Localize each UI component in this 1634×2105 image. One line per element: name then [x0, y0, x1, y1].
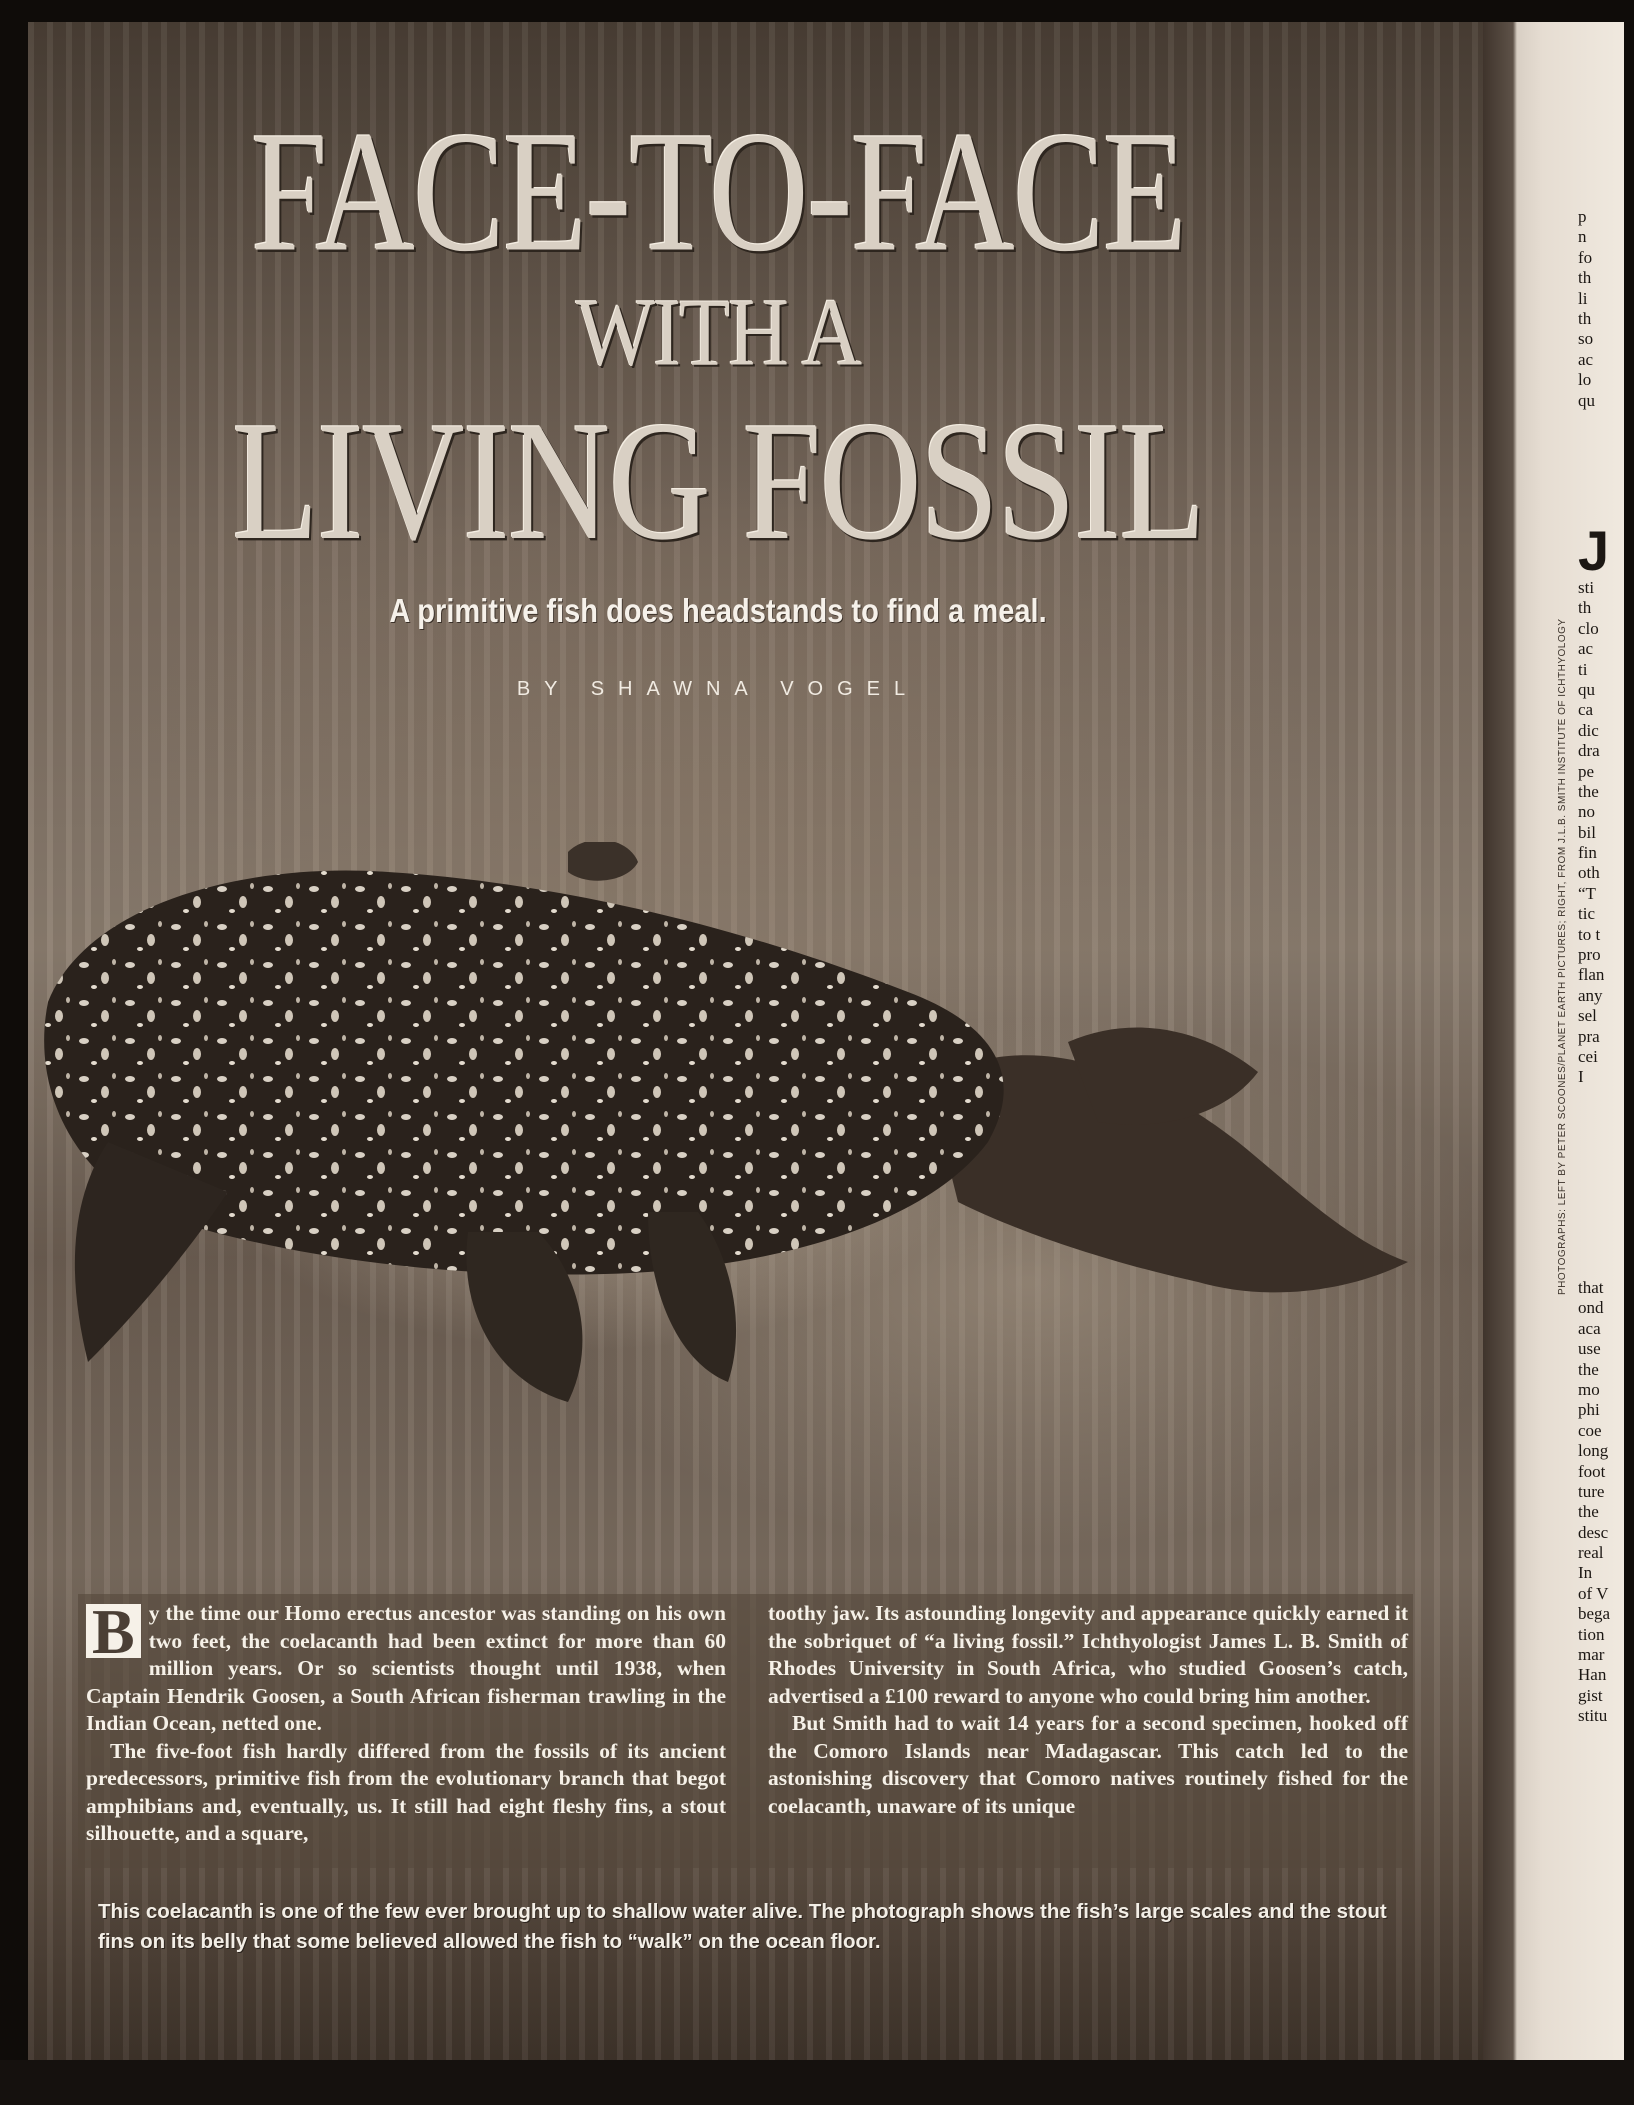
adjacent-text-fragment: qu	[1578, 390, 1595, 410]
article-paragraph	[86, 1596, 726, 1738]
adjacent-text-fragment: bil	[1578, 822, 1596, 842]
article-column-2	[768, 1600, 1408, 1820]
adjacent-text-fragment: ac	[1578, 639, 1594, 659]
headline-line-3: LIVING FOSSIL	[232, 385, 1204, 576]
photo-caption: This coelacanth is one of the few ever brought up to shallow water alive. The photograph shows the fish’s large scales and the stout fins on its belly that some believed allowed the fish to “walk” on the ocean floor.	[98, 1900, 1387, 1953]
adjacent-text-fragment: tic	[1578, 904, 1595, 924]
adjacent-text-fragment: Han	[1578, 1665, 1607, 1685]
adjacent-text-fragment: stitu	[1578, 1706, 1608, 1726]
article-text: y the time our Homo erectus ancestor was standing on his own two feet, the coelacanth had been extinct for more than 60 million years. Or so scientists thought until 1938, when Captain Hendrik Goosen, a South African fisherman trawling in the Indian Ocean, netted one.	[86, 1601, 726, 1735]
adjacent-text-fragment: the	[1578, 1359, 1599, 1379]
adjacent-text-fragment: that	[1578, 1278, 1604, 1297]
adjacent-text-fragment: dic	[1578, 720, 1599, 740]
adjacent-text-middle	[1578, 578, 1604, 1088]
adjacent-text-fragment: p	[1578, 207, 1587, 226]
adjacent-text-fragment: dra	[1578, 741, 1600, 761]
adjacent-text-fragment: sti	[1578, 578, 1595, 597]
adjacent-text-fragment: the	[1578, 781, 1599, 801]
magazine-page	[28, 22, 1483, 2080]
adjacent-text-fragment: ture	[1578, 1481, 1605, 1501]
adjacent-text-fragment: sel	[1578, 1006, 1597, 1026]
adjacent-text-fragment: ac	[1578, 349, 1594, 369]
adjacent-text-fragment: th	[1578, 308, 1592, 328]
adjacent-text-fragment: ond	[1578, 1298, 1604, 1318]
byline: BY SHAWNA VOGEL	[516, 678, 920, 700]
adjacent-text-fragment: foot	[1578, 1461, 1606, 1481]
article-column-1	[86, 1596, 726, 1848]
article-paragraph: The five-foot fish hardly differed from the fossils of its ancient predecessors, primitive fish from the evolutionary branch that begot amphibians and, eventually, us. It still had eight fleshy fins, a stout silhouette, and a square,	[86, 1738, 726, 1845]
adjacent-text-fragment: cei	[1578, 1046, 1598, 1066]
article-body	[78, 1594, 1413, 1868]
article-paragraph: toothy jaw. Its astounding longevity and appearance quickly earned it the sobriquet of “a living fossil.” Ichthyologist James L. B. Smith of Rhodes University in South Africa, who studied Goosen’s catch, advertised a £100 reward to anyone who could bring him another.	[768, 1601, 1408, 1708]
adjacent-text-fragment: flan	[1578, 965, 1605, 985]
adjacent-text-fragment: ti	[1578, 659, 1588, 679]
drop-cap: B	[86, 1604, 141, 1658]
adjacent-text-fragment: “T	[1578, 883, 1596, 903]
adjacent-text-fragment: qu	[1578, 679, 1595, 699]
adjacent-text-fragment: mo	[1578, 1379, 1600, 1399]
headline-line-2: WITH A	[575, 279, 861, 387]
adjacent-text-fragment: fo	[1578, 247, 1593, 267]
adjacent-text-fragment: gist	[1578, 1685, 1603, 1705]
adjacent-text-fragment: so	[1578, 329, 1594, 349]
adjacent-text-top	[1578, 207, 1595, 411]
fish-caudal-fin	[1068, 1028, 1258, 1125]
fish-second-dorsal-fin	[568, 842, 638, 881]
adjacent-text-fragment: I	[1578, 1067, 1584, 1087]
adjacent-text-fragment: li	[1578, 288, 1588, 308]
adjacent-text-fragment: ca	[1578, 700, 1594, 720]
subtitle: A primitive fish does headstands to find a meal.	[389, 592, 1047, 629]
adjacent-text-fragment: bega	[1578, 1604, 1611, 1624]
adjacent-text-fragment: use	[1578, 1339, 1601, 1359]
coelacanth-photo	[28, 842, 1483, 1602]
photo-credit-text: PHOTOGRAPHS: LEFT BY PETER SCOONES/PLANET EARTH PICTURES; RIGHT, FROM J.L.B. SMITH INSTITUTE OF ICHTHYOLOGY	[1557, 618, 1568, 1295]
adjacent-text-fragment: pe	[1578, 761, 1595, 781]
adjacent-text-bottom	[1578, 1278, 1610, 1727]
adjacent-text-fragment: pro	[1578, 945, 1601, 965]
adjacent-text-fragment: oth	[1578, 863, 1600, 883]
adjacent-text-fragment: th	[1578, 268, 1592, 288]
adjacent-text-fragment: the	[1578, 1502, 1599, 1522]
adjacent-text-fragment: In	[1578, 1563, 1593, 1583]
adjacent-text-fragment: aca	[1578, 1318, 1601, 1338]
bottom-border	[0, 2060, 1634, 2105]
adjacent-text-fragment: of V	[1578, 1583, 1609, 1603]
adjacent-text-fragment: n	[1578, 227, 1587, 247]
adjacent-text-fragment: pra	[1578, 1026, 1600, 1046]
adjacent-text-fragment: clo	[1578, 618, 1599, 638]
adjacent-drop-cap: J	[1578, 519, 1610, 582]
adjacent-text-fragment: no	[1578, 802, 1595, 822]
adjacent-text-fragment: desc	[1578, 1522, 1609, 1542]
adjacent-text-fragment: tion	[1578, 1624, 1605, 1644]
adjacent-text-fragment: phi	[1578, 1400, 1600, 1420]
adjacent-text-fragment: mar	[1578, 1645, 1605, 1665]
adjacent-text-fragment: real	[1578, 1543, 1604, 1563]
adjacent-text-fragment: th	[1578, 598, 1592, 618]
adjacent-text-fragment: coe	[1578, 1420, 1602, 1440]
adjacent-text-fragment: lo	[1578, 370, 1592, 390]
adjacent-text-fragment: long	[1578, 1441, 1609, 1461]
adjacent-text-fragment: any	[1578, 985, 1603, 1005]
article-paragraph: But Smith had to wait 14 years for a second specimen, hooked off the Comoro Islands near Madagascar. This catch led to the astonishing discovery that Comoro natives routinely fished for the coelacanth, unaware of its unique	[768, 1711, 1408, 1818]
adjacent-text-fragment: to t	[1578, 924, 1601, 944]
adjacent-text-fragment: fin	[1578, 843, 1597, 863]
headline-line-1: FACE-TO-FACE	[250, 95, 1186, 287]
